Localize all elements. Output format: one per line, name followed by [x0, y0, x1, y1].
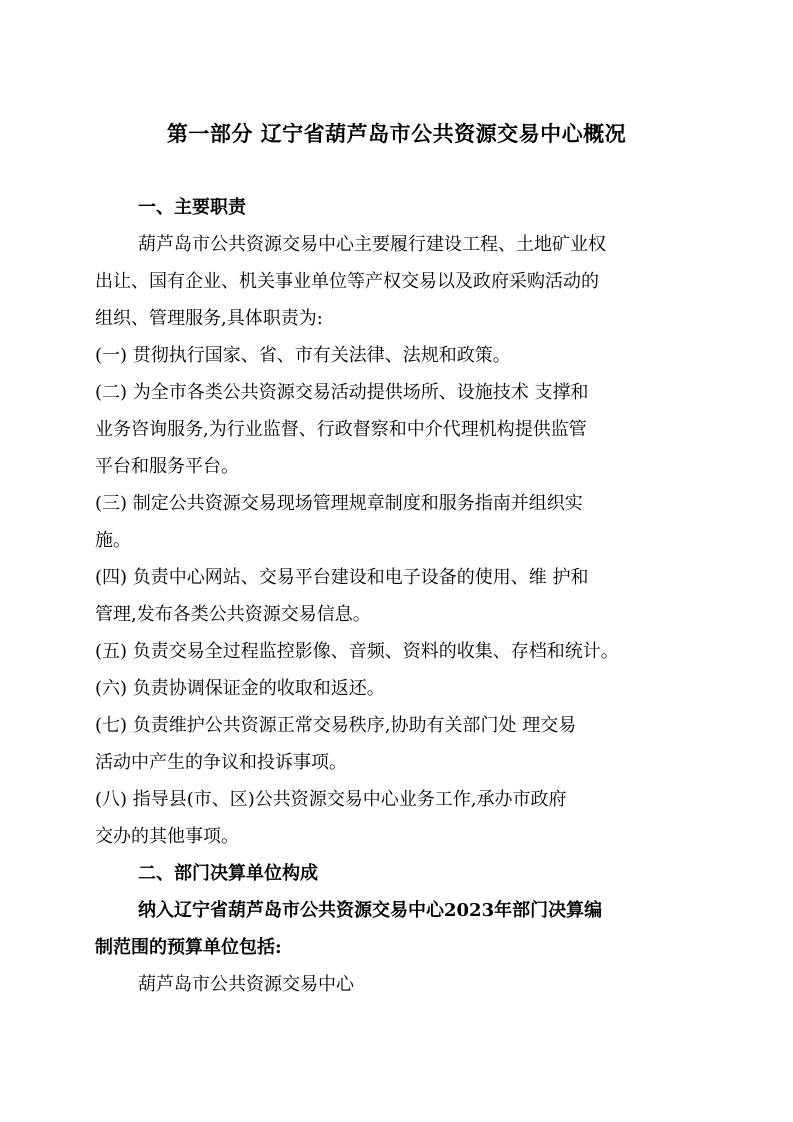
section2-heading: 二、部门决算单位构成: [138, 863, 318, 884]
intro-line-3: 组织、管理服务,具体职责为:: [95, 308, 323, 329]
intro-line-1: 葫芦岛市公共资源交易中心主要履行建设工程、土地矿业权: [138, 234, 606, 255]
section2-intro-1: 纳入辽宁省葫芦岛市公共资源交易中心2023年部门决算编: [138, 900, 603, 921]
duty-line-14: 交办的其他事项。: [95, 826, 239, 847]
duty-line-3: 业务咨询服务,为行业监督、行政督察和中介代理机构提供监管: [95, 419, 587, 440]
duty-line-9: (五) 负责交易全过程监控影像、音频、资料的收集、存档和统计。: [95, 641, 619, 662]
duty-line-7: (四) 负责中心网站、交易平台建设和电子设备的使用、维 护和: [95, 567, 589, 588]
duty-line-11: (七) 负责维护公共资源正常交易秩序,协助有关部门处 理交易: [95, 715, 577, 736]
duty-line-8: 管理,发布各类公共资源交易信息。: [95, 604, 371, 625]
duty-line-12: 活动中产生的争议和投诉事项。: [95, 752, 347, 773]
duty-line-13: (八) 指导县(市、区)公共资源交易中心业务工作,承办市政府: [95, 789, 567, 810]
page-title: 第一部分 辽宁省葫芦岛市公共资源交易中心概况: [166, 122, 627, 146]
duty-line-2: (二) 为全市各类公共资源交易活动提供场所、设施技术 支撑和: [95, 382, 589, 403]
duty-line-4: 平台和服务平台。: [95, 456, 239, 477]
duty-line-5: (三) 制定公共资源交易现场管理规章制度和服务指南并组织实: [95, 493, 583, 514]
duty-line-10: (六) 负责协调保证金的收取和返还。: [95, 678, 385, 699]
intro-line-2: 出让、国有企业、机关事业单位等产权交易以及政府采购活动的: [95, 271, 599, 292]
duty-line-6: 施。: [95, 530, 131, 551]
section2-intro-2: 制范围的预算单位包括:: [95, 937, 282, 958]
section1-heading: 一、主要职责: [138, 197, 246, 218]
budget-unit-name: 葫芦岛市公共资源交易中心: [138, 974, 354, 995]
duty-line-1: (一) 贯彻执行国家、省、市有关法律、法规和政策。: [95, 345, 511, 366]
